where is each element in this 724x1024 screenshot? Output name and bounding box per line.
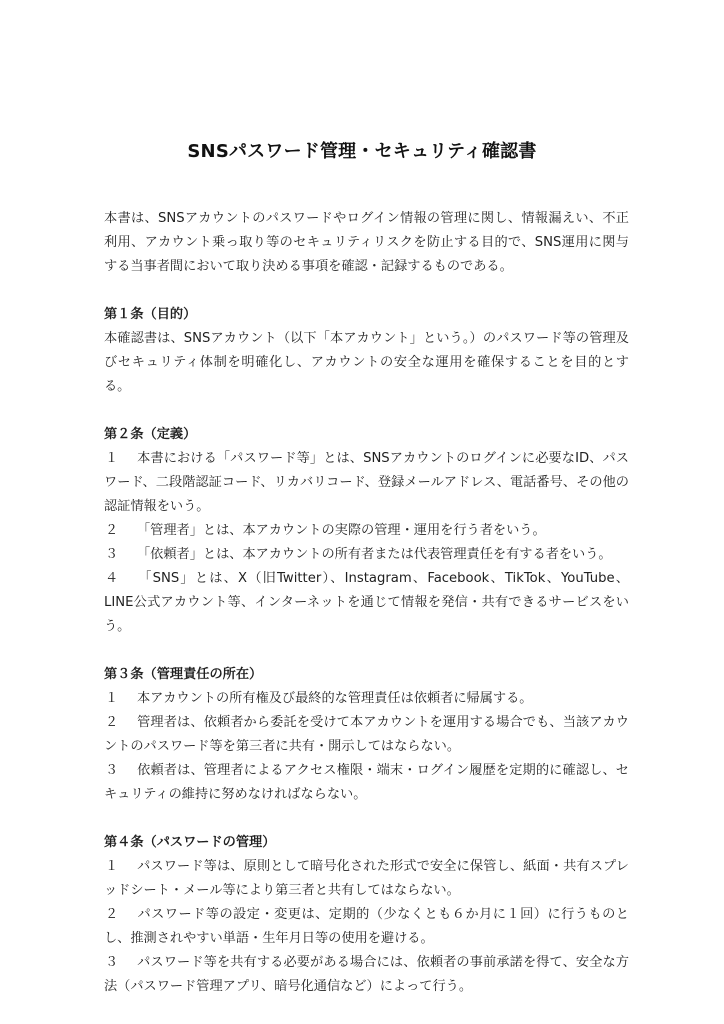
clause-item xyxy=(104,543,629,567)
clause-number: ３ xyxy=(105,763,119,778)
clause-number: ３ xyxy=(105,955,119,970)
preamble: 本書は、SNSアカウントのパスワードやログイン情報の管理に関し、情報漏えい、不正利用、アカウント乗っ取り等のセキュリティリスクを防止する目的で、SNS運用に関与する当事者間において取り決める事項を確認・記録するものである。 xyxy=(104,211,629,274)
clause-item xyxy=(104,711,629,759)
clause-number: １ xyxy=(105,691,119,706)
clause-number: ２ xyxy=(105,907,119,922)
clause-text: 依頼者は、管理者によるアクセス権限・端末・ログイン履歴を定期的に確認し、セキュリティの維持に努めなければならない。 xyxy=(104,763,629,802)
clause-text: 本書における「パスワード等」とは、SNSアカウントのログインに必要なID、パスワード、二段階認証コード、リカバリコード、登録メールアドレス、電話番号、その他の認証情報をいう。 xyxy=(104,451,629,514)
document-title: SNSパスワード管理・セキュリティ確認書 xyxy=(187,141,537,162)
clause-item xyxy=(104,519,629,543)
clause-text: 「SNS」とは、X（旧Twitter）、Instagram、Facebook、TikTok、YouTube、LINE公式アカウント等、インターネットを通じて情報を発信・共有できるサービスをいう。 xyxy=(104,571,629,634)
clause-item xyxy=(104,855,629,903)
clause-number: ３ xyxy=(105,547,119,562)
clause-text: 本アカウントの所有権及び最終的な管理責任は依頼者に帰属する。 xyxy=(137,691,533,706)
article-heading: 第４条（パスワードの管理） xyxy=(104,835,276,850)
clause-item xyxy=(104,951,629,999)
clause-text: 「依頼者」とは、本アカウントの所有者または代表管理責任を有する者をいう。 xyxy=(137,547,612,562)
clause-number: ２ xyxy=(105,715,119,730)
clause-number: １ xyxy=(105,859,119,874)
clause-text: 管理者は、依頼者から委託を受けて本アカウントを運用する場合でも、当該アカウントのパスワード等を第三者に共有・開示してはならない。 xyxy=(104,715,629,754)
article-body: 本確認書は、SNSアカウント（以下「本アカウント」という。）のパスワード等の管理及びセキュリティ体制を明確化し、アカウントの安全な運用を確保することを目的とする。 xyxy=(104,331,629,394)
article-heading: 第１条（目的） xyxy=(104,307,197,322)
clause-number: ２ xyxy=(105,523,119,538)
article-heading: 第３条（管理責任の所在） xyxy=(104,667,263,682)
clause-item xyxy=(104,687,629,711)
clause-item xyxy=(104,567,629,639)
article-4 xyxy=(104,831,629,999)
clause-number: １ xyxy=(105,451,119,466)
article-3 xyxy=(104,663,629,807)
clause-item xyxy=(104,447,629,519)
article-1 xyxy=(104,303,629,399)
clause-item xyxy=(104,903,629,951)
article-heading: 第２条（定義） xyxy=(104,427,197,442)
clause-text: パスワード等は、原則として暗号化された形式で安全に保管し、紙面・共有スプレッドシート・メール等により第三者と共有してはならない。 xyxy=(104,859,629,898)
clause-text: 「管理者」とは、本アカウントの実際の管理・運用を行う者をいう。 xyxy=(137,523,546,538)
clause-item xyxy=(104,759,629,807)
clause-text: パスワード等の設定・変更は、定期的（少なくとも６か月に１回）に行うものとし、推測されやすい単語・生年月日等の使用を避ける。 xyxy=(104,907,629,946)
clause-number: ４ xyxy=(105,571,119,586)
document-body xyxy=(104,207,629,999)
article-2 xyxy=(104,423,629,639)
clause-text: パスワード等を共有する必要がある場合には、依頼者の事前承諾を得て、安全な方法（パスワード管理アプリ、暗号化通信など）によって行う。 xyxy=(104,955,629,994)
